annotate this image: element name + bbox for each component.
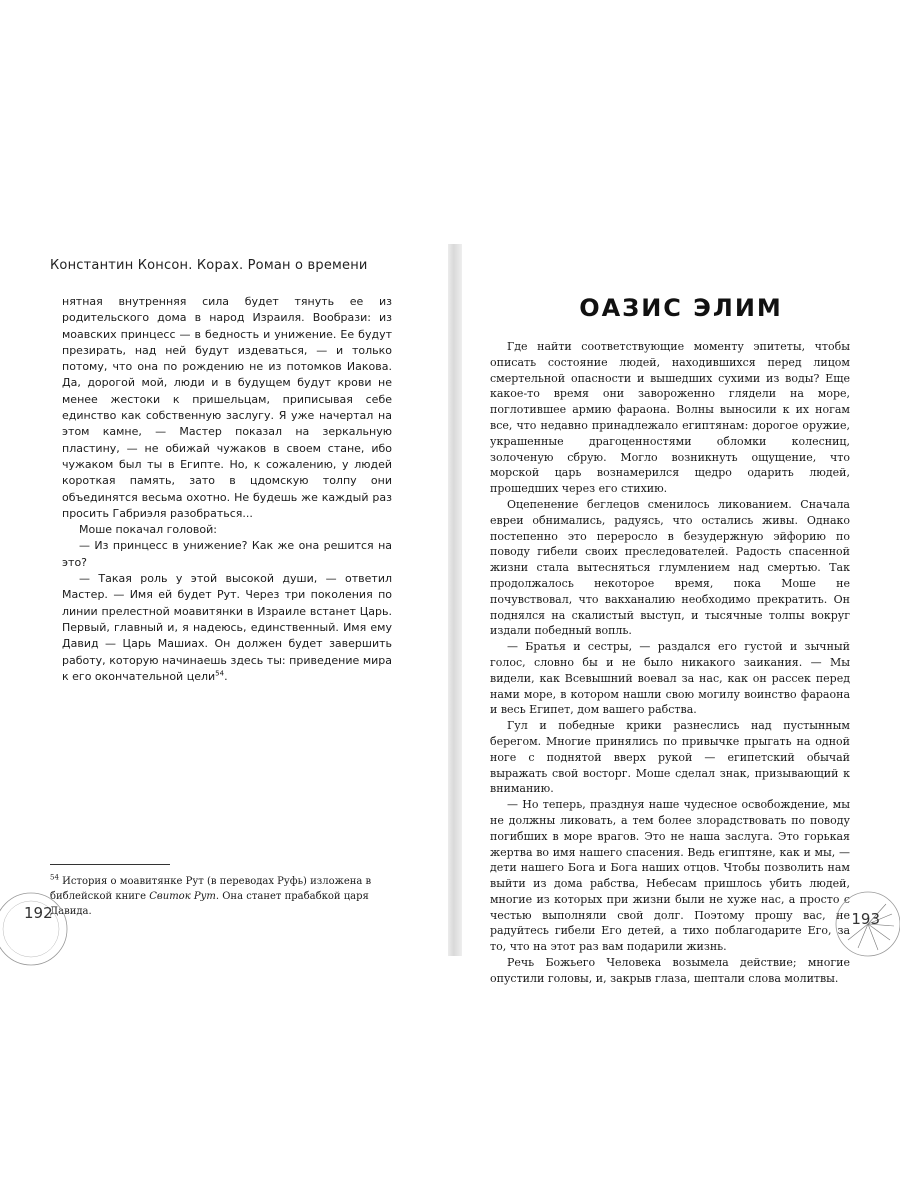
right-paragraph: Речь Божьего Человека возымела действие; многие опустили головы, и, закрыв глаза, шептали слова молитвы. [490,956,850,985]
footnote [50,874,400,919]
footnote-book-title: Свиток Рут [149,891,216,902]
right-page [462,244,900,985]
footnote-reference[interactable]: 54 [215,669,225,678]
left-paragraph: — Такая роль у этой высокой души, — ответил Мастер. — Имя ей будет Рут. Через три поколения по линии прелестной моавитянки в Израиле встанет Царь. Первый, главный и, я надеюсь, единственный. Имя ему Давид — Царь Машиах. Он должен будет завершить работу, которую начинаешь здесь ты: приведение мира к его окончательной цели$^{54}$. [62,572,392,683]
left-paragraph-text: — Такая роль у этой высокой души, — ответил Мастер. — Имя ей будет Рут. Через три поколения по линии прелестной моавитянки в Израиле встанет Царь. Первый, главный и, я надеюсь, единственный. Имя ему Давид — Царь Машиах. Он должен будет завершить работу, которую начинаешь здесь ты: приведение мира к его окончательной цели [62,572,392,683]
left-page [0,244,448,956]
page-rosette-icon [0,884,76,974]
footnote-text-before: История о моавитянке Рут (в переводах Руфь) изложена в библейской книге [50,876,372,902]
right-paragraph: — Братья и сестры, — раздался его густой и зычный голос, словно бы и не было никакого заикания. — Мы видели, как Всевышний воевал за нас, как он рассек перед нами море, в котором нашли свою могилу воинство фараона и весь Египет, дом вашего рабства. [490,640,850,717]
footnote-text-after: . Она станет прабабкой царя Давида. [50,891,369,917]
left-paragraph: Моше покачал головой: [79,523,217,537]
page-number: 193 [851,910,880,928]
running-head: Константин Консон. Корах. Роман о времени [50,258,368,273]
footnote-divider [50,864,170,865]
book-gutter [448,244,462,956]
right-page-body [490,339,850,987]
page-number: 192 [24,904,53,922]
left-page-body [62,294,392,685]
left-paragraph: нятная внутренняя сила будет тянуть ее из родительского дома в народ Израиля. Вообрази: из моавских принцесс — в бедность и унижение. Ее будут презирать, над ней будут издеваться, — и только потому, что она по рождению не из потомков Иакова. Да, дорогой мой, люди и в будущем будут крови не менее жестоки к пришельцам, приписывая себе единство как собственную заслугу. Я уже начертал на этом камне, — Мастер показал на зеркальную пластину, — не обижай чужаков в своем стане, ибо чужаком был ты в Египте. Но, к сожалению, у людей короткая память, зато в цдомскую толпу они объединятся весьма охотно. Не будешь же каждый раз просить Габриэля разобраться... [62,295,392,520]
right-paragraph: Гул и победные крики разнеслись над пустынным берегом. Многие принялись по привычке прыгать на одной ноге с поднятой вверх рукой — египетский обычай выражать свой восторг. Моше сделал знак, призывающий к вниманию. [490,719,850,796]
footnote-number: 54 [50,873,59,882]
chapter-title: ОАЗИС ЭЛИМ [579,294,783,322]
right-paragraph: — Но теперь, празднуя наше чудесное освобождение, мы не должны ликовать, а тем более злорадствовать по поводу погибших в море врагов. Это не наша заслуга. Это горькая жертва во имя нашего спасения. Ведь египтяне, как и мы, — дети нашего Бога и Бога наших отцов. Чтобы позволить нам выйти из дома рабства, Небесам пришлось убить людей, многие из которых при жизни были не хуже нас, а просто с честью выполняли свой долг. Поэтому прошу вас, не радуйтесь гибели Его детей, а тихо поблагодарите Его, за то, что на этот раз вам подарили жизнь. [490,798,850,954]
right-paragraph: Оцепенение беглецов сменилось ликованием. Сначала евреи обнимались, радуясь, что остались живы. Однако постепенно это переросло в безудержную эйфорию по поводу гибели своих преследователей. Радость спасенной жизни стала вытесняться глумлением над смертью. Так продолжалось некоторое время, пока Моше не почувствовал, что вакханалию необходимо прекратить. Он поднялся на скалистый выступ, и тысячные толпы вокруг издали победный вопль. [490,497,850,638]
right-paragraph: Где найти соответствующие моменту эпитеты, чтобы описать состояние людей, находившихся перед лицом смертельной опасности и вышедших сухими из воды? Еще какое-то время они завороженно глядели на море, поглотившее армию фараона. Волны выносили к их ногам все, что недавно принадлежало египтянам: дорогое оружие, украшенные драгоценностями обломки колесниц, золоченую сбрую. Могло возникнуть ощущение, что морской царь вознамерился щедро одарить людей, прошедших через его стихию. [490,340,850,496]
left-paragraph: — Из принцесс в унижение? Как же она решится на это? [62,539,392,569]
